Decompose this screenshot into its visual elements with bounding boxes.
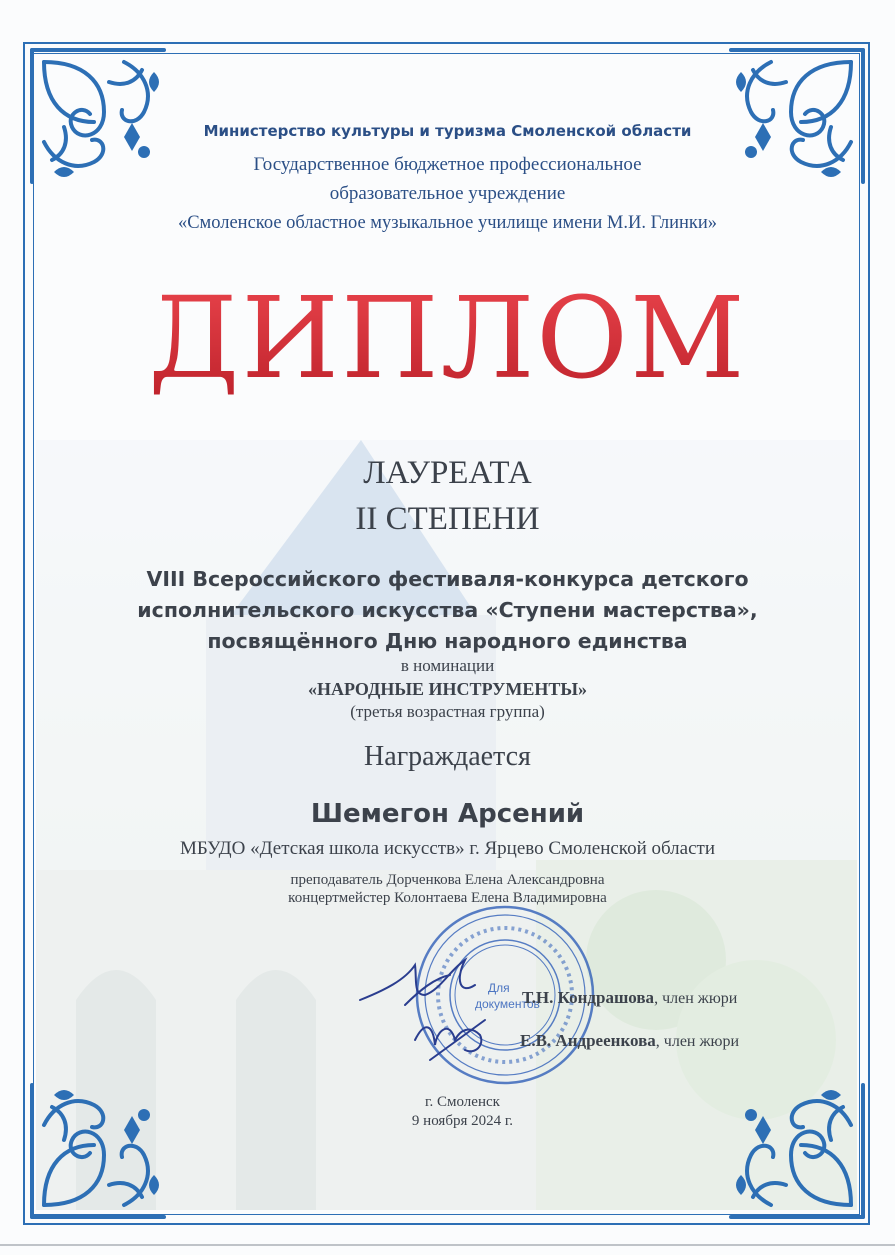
laureate-label: ЛАУРЕАТА xyxy=(363,455,532,491)
jury-member-1 xyxy=(522,988,737,1008)
nomination-prefix: в номинации xyxy=(400,656,495,675)
festival-name xyxy=(0,564,895,657)
teacher-line: преподаватель Дорченкова Елена Александровна xyxy=(290,872,605,888)
stamp-text-1: Для xyxy=(488,981,510,995)
degree-label: II СТЕПЕНИ xyxy=(355,501,540,537)
stamp-text-2: документов xyxy=(475,997,540,1011)
city-label: г. Смоленск xyxy=(425,1094,500,1110)
organization-line-3: «Смоленское областное музыкальное училище имени М.И. Глинки» xyxy=(177,213,718,233)
jury-name-1: Т.Н. Кондрашова xyxy=(522,988,655,1007)
jury-role-2: , член жюри xyxy=(655,1033,740,1050)
organization-line-1: Государственное бюджетное профессиональное xyxy=(253,154,642,175)
festival-line-2: исполнительского искусства «Ступени мастерства», xyxy=(137,598,758,622)
ministry-heading: Министерство культуры и туризма Смоленской области xyxy=(203,122,692,140)
jury-name-2: Е.В. Андреенкова xyxy=(520,1031,656,1050)
scan-bottom-line xyxy=(0,1244,895,1246)
organization-line-2: образовательное учреждение xyxy=(329,183,566,204)
accompanist-line: концертмейстер Колонтаева Елена Владимировна xyxy=(288,890,607,906)
age-group: (третья возрастная группа) xyxy=(350,702,545,721)
awarded-label: Награждается xyxy=(364,741,531,772)
nomination-name: «НАРОДНЫЕ ИНСТРУМЕНТЫ» xyxy=(308,679,587,699)
jury-member-2 xyxy=(520,1031,739,1051)
festival-line-1: VIII Всероссийского фестиваля-конкурса детского xyxy=(146,567,749,591)
jury-role-1: , член жюри xyxy=(654,990,738,1007)
signatures-icon xyxy=(355,950,505,1070)
date-label: 9 ноября 2024 г. xyxy=(411,1113,514,1129)
recipient-school: МБУДО «Детская школа искусств» г. Ярцево Смоленской области xyxy=(180,838,715,859)
recipient-name: Шемегон Арсений xyxy=(310,799,585,829)
festival-line-3: посвящённого Дню народного единства xyxy=(207,629,688,653)
diploma-title: ДИПЛОМ xyxy=(0,283,895,395)
